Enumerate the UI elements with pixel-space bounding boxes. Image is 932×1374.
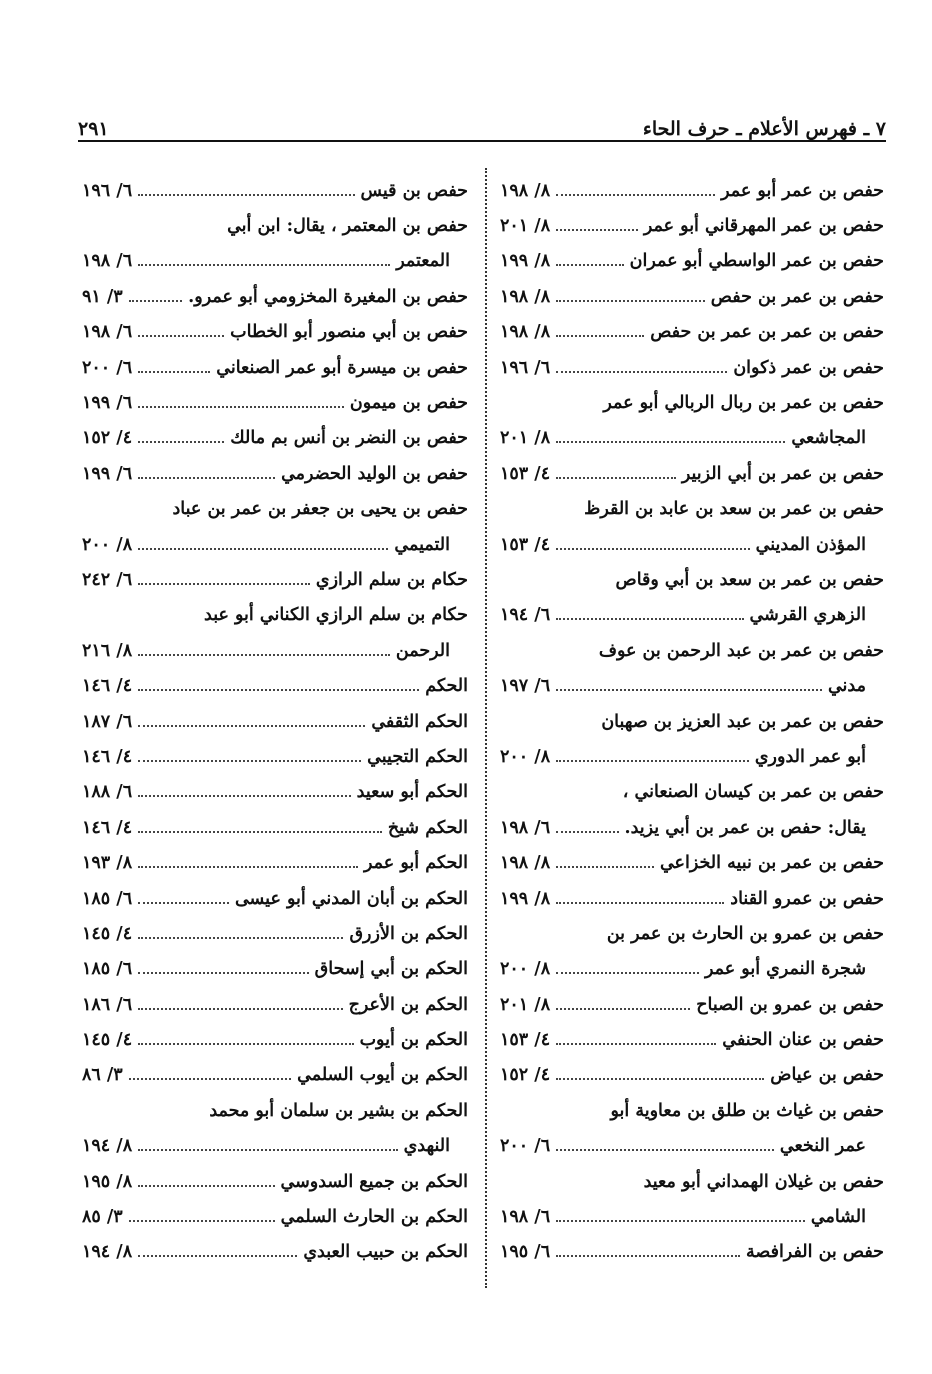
entry-name: عمر النخعي [779, 1136, 866, 1157]
dot-leader [138, 1043, 353, 1045]
entry-name: حفص بن عمر بن أبي الزبير [681, 463, 884, 484]
section-title: ٧ ـ فهرس الأعلام ـ حرف الحاء [642, 118, 886, 140]
index-entry [82, 633, 468, 668]
entry-reference: ٨/ ١٩٤ [82, 1136, 133, 1157]
dot-leader [138, 831, 382, 833]
entry-reference: ٦/ ١٨٨ [82, 782, 133, 803]
index-entry [500, 987, 884, 1022]
entry-name: حفص بن عمر بن سعد بن عابد بن القرظ [584, 499, 884, 520]
entry-name: الحكم بن حبيب العبدي [303, 1242, 468, 1263]
entry-name: حفص بن عمر بن نبيه الخزاعي [659, 853, 884, 874]
entry-reference: ٨/ ١٩٣ [82, 853, 133, 874]
index-entry [82, 916, 468, 951]
index-entry [82, 279, 468, 314]
entry-name: حفص بن عمر بن كيسان الصنعاني ، [622, 782, 884, 803]
index-entry [500, 704, 884, 739]
dot-leader [138, 795, 351, 797]
entry-name: حفص بن أبي منصور أبو الخطاب [230, 322, 468, 343]
index-entry [82, 845, 468, 880]
entry-reference: ٦/ ١٩٨ [82, 322, 133, 343]
entry-reference: ٦/ ١٩٧ [500, 676, 551, 697]
entry-name: حفص بن غياث بن طلق بن معاوية أبو [610, 1100, 884, 1121]
index-entry [82, 1199, 468, 1234]
index-entry [82, 952, 468, 987]
entry-reference: ٣/ ٨٦ [82, 1065, 123, 1086]
dot-leader [138, 406, 344, 408]
index-entry [500, 1129, 884, 1164]
index-entry [82, 385, 468, 420]
entry-reference: ٨/ ٢٠١ [500, 428, 551, 449]
entry-name: حفص بن عمر بن عبد العزيز بن صهبان [601, 711, 884, 732]
entry-name: حفص بن عنان الحنفي [722, 1030, 884, 1051]
index-entry [500, 952, 884, 987]
column-divider [485, 168, 487, 1288]
entry-name: حفص بن الفرافصة [746, 1242, 884, 1263]
index-entry [500, 1235, 884, 1270]
dot-leader [556, 1078, 764, 1080]
entry-name: حفص بن عمرو القناد [730, 888, 884, 909]
entry-reference: ٤/ ١٤٥ [82, 1030, 133, 1051]
entry-reference: ٦/ ١٩٩ [82, 393, 133, 414]
dot-leader [138, 548, 388, 550]
index-entry [82, 527, 468, 562]
entry-name: الحكم التجيبي [367, 746, 468, 767]
dot-leader [138, 1008, 342, 1010]
entry-name: حفص بن عياض [770, 1065, 884, 1086]
entry-reference: ٦/ ١٩٨ [82, 251, 133, 272]
index-entry [500, 385, 884, 420]
entry-reference: ٨/ ١٩٩ [500, 888, 551, 909]
entry-reference: ٨/ ١٩٨ [500, 322, 551, 343]
dot-leader [556, 548, 750, 550]
entry-name: الحكم بن أبان المدني أبو عيسى [234, 888, 468, 909]
entry-reference: ٦/ ١٩٦ [500, 357, 551, 378]
entry-name: الحكم بن الأزرق [349, 923, 468, 944]
entry-name: يقال: حفص بن عمر بن أبي يزيد. [624, 817, 866, 838]
entry-name: حفص بن عمر بن ربال الربالي أبو عمر [603, 393, 884, 414]
dot-leader [556, 229, 638, 231]
entry-reference: ٨/ ٢٠١ [500, 216, 551, 237]
entry-reference: ٨/ ١٩٨ [500, 286, 551, 307]
dot-leader [556, 335, 644, 337]
entry-name: حكام بن سلم الرازي [315, 569, 468, 590]
entry-name: حفص بن الوليد الحضرمي [281, 463, 468, 484]
index-entry [500, 598, 884, 633]
entry-name: حكام بن سلم الرازي الكناني أبو عبد [204, 605, 468, 626]
entry-reference: ٣/ ٩١ [82, 286, 123, 307]
header-rule [78, 140, 886, 142]
dot-leader [556, 1149, 774, 1151]
entry-reference: ٤/ ١٤٦ [82, 817, 133, 838]
entry-reference: ٦/ ١٩٥ [500, 1242, 551, 1263]
dot-leader [556, 760, 749, 762]
left-column [82, 173, 468, 1283]
entry-reference: ٨/ ٢١٦ [82, 640, 133, 661]
entry-name: المجاشعي [791, 428, 866, 449]
index-entry [82, 668, 468, 703]
entry-name: حفص بن المعتمر ، يقال: ابن أبي [227, 216, 468, 237]
entry-reference: ٣/ ٨٥ [82, 1207, 123, 1228]
entry-name: الحكم بن أيوب السلمي [297, 1065, 468, 1086]
entry-reference: ٦/ ١٨٥ [82, 888, 133, 909]
dot-leader [138, 937, 343, 939]
index-entry [500, 1199, 884, 1234]
index-entry [82, 456, 468, 491]
entry-name: مدني [827, 676, 866, 697]
index-entry [82, 1022, 468, 1057]
index-entry [82, 1093, 468, 1128]
entry-name: الحكم [425, 676, 468, 697]
index-entry [500, 1022, 884, 1057]
entry-reference: ٤/ ١٥٣ [500, 1030, 551, 1051]
dot-leader [129, 1220, 275, 1222]
index-entry [82, 1235, 468, 1270]
dot-leader [556, 441, 785, 443]
index-entry [500, 916, 884, 951]
entry-name: حفص بن عمرو بن الصباح [696, 994, 884, 1015]
dot-leader [556, 371, 727, 373]
entry-reference: ٦/ ١٩٨ [500, 1207, 551, 1228]
index-entry [500, 1164, 884, 1199]
entry-name: حفص بن النضر بن أنس بم مالك [230, 428, 468, 449]
entry-reference: ٦/ ٢٠٠ [82, 357, 133, 378]
dot-leader [138, 441, 224, 443]
entry-reference: ٨/ ٢٠٠ [500, 746, 551, 767]
page-header [78, 106, 886, 140]
entry-name: النهدي [403, 1136, 450, 1157]
entry-name: الحكم بن الحارث السلمي [280, 1207, 468, 1228]
entry-name: حفص بن عمر المهرقاني أبو عمر [643, 216, 884, 237]
index-entry [82, 492, 468, 527]
entry-reference: ٨/ ٢٠٠ [82, 534, 133, 555]
index-entry [82, 775, 468, 810]
entry-name: الحكم أبو سعيد [356, 782, 468, 803]
entry-name: حفص بن قيس [360, 180, 468, 201]
entry-reference: ٤/ ١٤٦ [82, 676, 133, 697]
index-entry [500, 1093, 884, 1128]
dot-leader [138, 972, 309, 974]
entry-name: المؤذن المديني [755, 534, 866, 555]
dot-leader [138, 902, 229, 904]
index-entry [500, 668, 884, 703]
entry-name: الحكم الثقفي [371, 711, 468, 732]
entry-reference: ٦/ ١٨٧ [82, 711, 133, 732]
dot-leader [556, 831, 618, 833]
dot-leader [138, 866, 358, 868]
entry-reference: ٨/ ١٩٨ [500, 180, 551, 201]
index-entry [500, 315, 884, 350]
index-entry [82, 1058, 468, 1093]
entry-name: المعتمر [396, 251, 450, 272]
index-entry [500, 208, 884, 243]
entry-name: الرحمن [395, 640, 450, 661]
index-entry [82, 1164, 468, 1199]
dot-leader [138, 583, 310, 585]
index-entry [82, 704, 468, 739]
index-entry [82, 350, 468, 385]
entry-reference: ٨/ ١٩٩ [500, 251, 551, 272]
index-entry [500, 1058, 884, 1093]
entry-name: حفص بن غيلان الهمداني أبو معيد [643, 1171, 884, 1192]
entry-name: حفص بن يحيى بن جعفر بن عمر بن عباد [172, 499, 468, 520]
dot-leader [129, 300, 182, 302]
entry-name: حفص بن ميمون [349, 393, 468, 414]
entry-name: الحكم بن جميع السدوسي [280, 1171, 468, 1192]
entry-reference: ٦/ ١٩٦ [82, 180, 133, 201]
page-number: ٢٩١ [78, 118, 109, 140]
dot-leader [138, 477, 275, 479]
index-entry [82, 1129, 468, 1164]
index-entry [82, 987, 468, 1022]
entry-name: حفص بن عمر بن عبد الرحمن بن عوف [598, 640, 884, 661]
index-entry [82, 173, 468, 208]
dot-leader [138, 760, 361, 762]
entry-name: حفص بن المغيرة المخزومي أبو عمرو. [188, 286, 468, 307]
entry-name: الشامي [810, 1207, 866, 1228]
entry-name: حفص بن عمر أبو عمر [721, 180, 884, 201]
dot-leader [556, 1008, 690, 1010]
dot-leader [138, 371, 210, 373]
entry-name: حفص بن عمر الواسطي أبو عمران [629, 251, 884, 272]
dot-leader [556, 618, 743, 620]
index-entry [500, 810, 884, 845]
index-entry [82, 315, 468, 350]
entry-reference: ٤/ ١٥٢ [500, 1065, 551, 1086]
index-entry [500, 244, 884, 279]
entry-reference: ٦/ ١٨٦ [82, 994, 133, 1015]
entry-reference: ٤/ ١٥٣ [500, 534, 551, 555]
index-entry [500, 562, 884, 597]
entry-name: حفص بن عمر ذكوان [733, 357, 884, 378]
dot-leader [556, 902, 724, 904]
entry-name: الحكم بن أبي إسحاق [314, 959, 468, 980]
entry-reference: ٨/ ١٩٥ [82, 1171, 133, 1192]
index-entry [500, 527, 884, 562]
entry-reference: ٦/ ١٩٩ [82, 463, 133, 484]
dot-leader [556, 477, 676, 479]
entry-reference: ٨/ ١٩٨ [500, 853, 551, 874]
index-entry [82, 810, 468, 845]
index-entry [82, 739, 468, 774]
dot-leader [556, 1043, 716, 1045]
dot-leader [556, 1255, 740, 1257]
dot-leader [138, 1185, 274, 1187]
index-entry [500, 350, 884, 385]
entry-name: الحكم بن أيوب [359, 1030, 468, 1051]
entry-reference: ٦/ ١٩٤ [500, 605, 551, 626]
entry-name: الحكم أبو عمر [364, 853, 468, 874]
entry-reference: ٨/ ٢٠٠ [500, 959, 551, 980]
entry-reference: ٤/ ١٤٥ [82, 923, 133, 944]
index-entry [500, 421, 884, 456]
entry-name: شجرة النمري أبو عمر [705, 959, 866, 980]
dot-leader [556, 194, 715, 196]
entry-reference: ٦/ ١٩٨ [500, 817, 551, 838]
entry-reference: ٤/ ١٥٢ [82, 428, 133, 449]
dot-leader [556, 264, 624, 266]
dot-leader [138, 194, 354, 196]
dot-leader [556, 1220, 805, 1222]
dot-leader [556, 300, 705, 302]
entry-reference: ٦/ ١٨٥ [82, 959, 133, 980]
index-entry [82, 562, 468, 597]
index-entry [500, 492, 884, 527]
index-entry [500, 845, 884, 880]
dot-leader [556, 866, 654, 868]
entry-name: الزهري القرشي [749, 605, 866, 626]
entry-name: أبو عمر الدوري [754, 746, 866, 767]
entry-reference: ٤/ ١٤٦ [82, 746, 133, 767]
index-entry [82, 421, 468, 456]
entry-name: الحكم بن بشير بن سلمان أبو محمد [209, 1100, 468, 1121]
entry-name: حفص بن عمر بن حفص [710, 286, 884, 307]
entry-name: حفص بن عمرو بن الحارث بن عمر بن [606, 923, 884, 944]
dot-leader [138, 1255, 297, 1257]
right-column [500, 173, 884, 1283]
index-entry [500, 173, 884, 208]
index-entry [82, 598, 468, 633]
dot-leader [556, 972, 699, 974]
dot-leader [138, 689, 419, 691]
entry-reference: ٤/ ١٥٣ [500, 463, 551, 484]
dot-leader [138, 264, 390, 266]
index-entry [500, 279, 884, 314]
entry-reference: ٨/ ٢٠١ [500, 994, 551, 1015]
index-entry [82, 244, 468, 279]
entry-name: التميمي [394, 534, 450, 555]
entry-name: حفص بن عمر بن عمر بن حفص [650, 322, 884, 343]
entry-reference: ٦/ ٢٤٢ [82, 569, 133, 590]
index-entry [82, 881, 468, 916]
index-entry [500, 456, 884, 491]
index-entry [500, 633, 884, 668]
dot-leader [138, 335, 224, 337]
entry-name: حفص بن ميسرة أبو عمر الصنعاني [216, 357, 468, 378]
dot-leader [129, 1078, 291, 1080]
index-entry [500, 881, 884, 916]
dot-leader [138, 654, 390, 656]
entry-reference: ٦/ ٢٠٠ [500, 1136, 551, 1157]
dot-leader [138, 1149, 397, 1151]
index-entry [82, 208, 468, 243]
entry-name: الحكم شيخ [387, 817, 468, 838]
entry-name: الحكم بن الأعرج [348, 994, 468, 1015]
entry-name: حفص بن عمر بن سعد بن أبي وقاص [615, 569, 884, 590]
index-entry [500, 775, 884, 810]
dot-leader [138, 725, 365, 727]
index-entry [500, 739, 884, 774]
dot-leader [556, 689, 822, 691]
entry-reference: ٨/ ١٩٤ [82, 1242, 133, 1263]
